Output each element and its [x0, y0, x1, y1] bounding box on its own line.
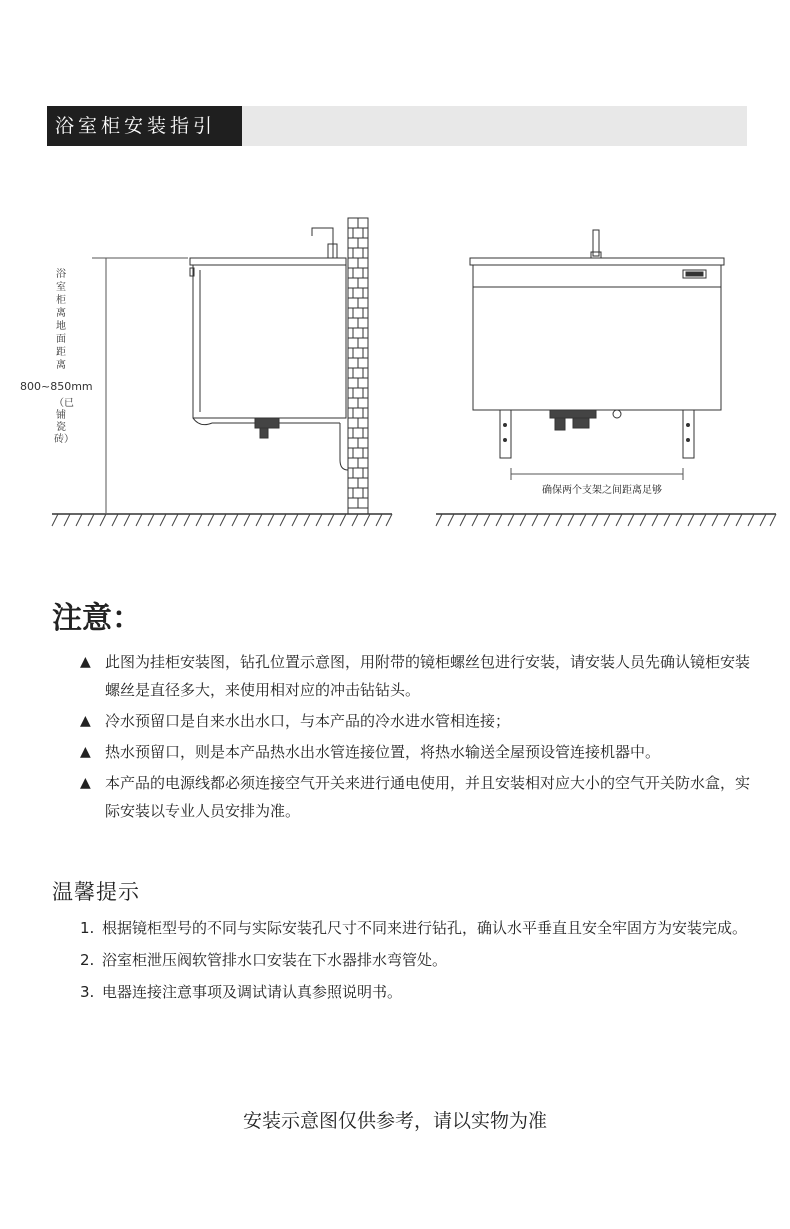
tip-number: 1. [80, 919, 95, 937]
notice-item [80, 769, 750, 825]
triangle-icon: ▲ [80, 775, 91, 791]
section-title: 浴室柜安装指引 [47, 106, 242, 146]
height-value: 800~850mm [20, 380, 93, 393]
tip-number: 3. [80, 983, 95, 1001]
tips-heading: 温馨提示 [52, 880, 140, 904]
side-view-diagram [52, 218, 392, 526]
notice-item [80, 648, 750, 704]
notice-item-text: 冷水预留口是自来水出水口，与本产品的冷水进水管相连接； [105, 712, 511, 730]
notice-item [80, 738, 750, 766]
triangle-icon: ▲ [80, 713, 91, 729]
tip-item [80, 978, 750, 1006]
tips-list [80, 914, 750, 1010]
notice-heading: 注意： [52, 601, 142, 636]
tip-text: 根据镜柜型号的不同与实际安装孔尺寸不同来进行钻孔，确认水平垂直且安全牢固方为安装完成。 [102, 919, 748, 937]
tip-text: 浴室柜泄压阀软管排水口安装在下水器排水弯管处。 [102, 951, 448, 969]
notice-item-text: 本产品的电源线都必须连接空气开关来进行通电使用，并且安装相对应大小的空气开关防水盒，实际安装以专业人员安排为准。 [105, 774, 751, 820]
notice-list [80, 648, 750, 828]
footer-note: 安装示意图仅供参考，请以实物为准 [242, 1110, 547, 1132]
triangle-icon: ▲ [80, 654, 91, 670]
section-title-bar [47, 106, 747, 146]
tip-item [80, 946, 750, 974]
tip-number: 2. [80, 951, 95, 969]
tip-text: 电器连接注意事项及调试请认真参照说明书。 [102, 983, 403, 1001]
notice-item-text: 此图为挂柜安装图，钻孔位置示意图，用附带的镜柜螺丝包进行安装，请安装人员先确认镜柜安装螺丝是直径多大，来使用相对应的冲击钻钻头。 [105, 653, 751, 699]
tip-item [80, 914, 750, 942]
notice-item-text: 热水预留口，则是本产品热水出水管连接位置，将热水输送全屋预设管连接机器中。 [105, 743, 661, 761]
bracket-caption: 确保两个支架之间距离足够 [542, 485, 662, 496]
height-note: （已铺瓷砖） [54, 398, 74, 445]
triangle-icon: ▲ [80, 744, 91, 760]
notice-item [80, 707, 750, 735]
height-label: 浴室柜离地面距离 [56, 269, 66, 371]
